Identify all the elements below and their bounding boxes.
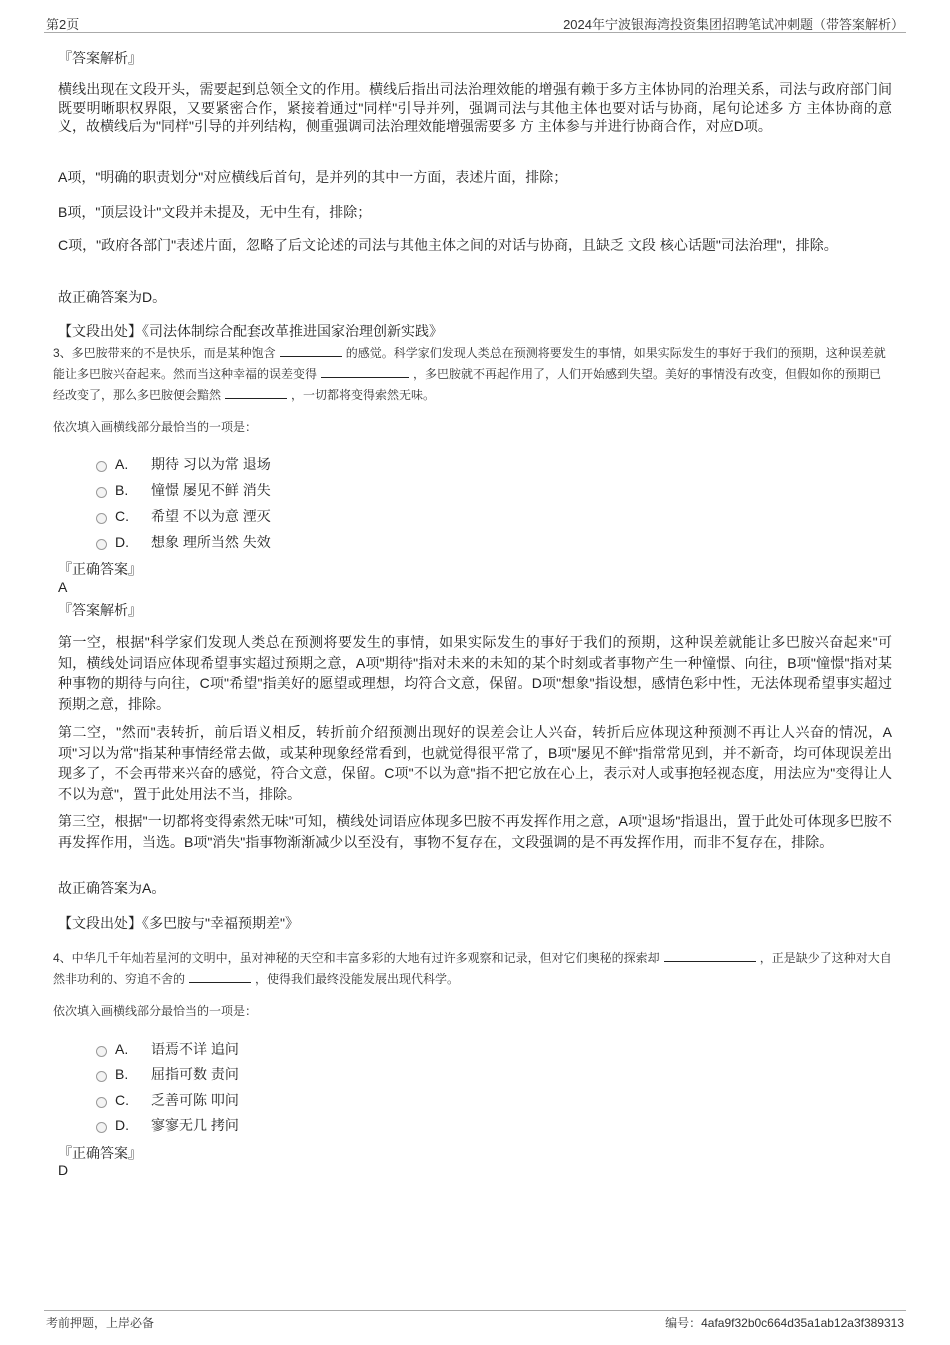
q4-option-d[interactable]	[96, 1115, 239, 1135]
option-letter: C.	[115, 1092, 129, 1108]
option-letter: A.	[115, 456, 129, 472]
page-number: 第2页	[46, 17, 80, 32]
stem-text: ，一切都将变得索然无味。	[291, 388, 436, 402]
header-divider	[44, 32, 906, 33]
q2-analysis-label: 『答案解析』	[58, 50, 142, 66]
q3-analysis-paragraph: 第一空，根据"科学家们发现人类总在预测将要发生的事情，如果实际发生的事好于我们的预期，这种误差就能让多巴胺兴奋起来"可知，横线处词语应体现希望事实超过预期之意，A项"期待"指对未来的未知的某个时刻或者事物产生一种憧憬、向往，B项"憧憬"指对某种事物的期待与向往，C项"希望"指美好的愿望或理想，均符合文意，保留。D项"想象"指设想，感情色彩中性，无法体现希望事实超过预期之意，排除。	[58, 634, 892, 712]
q3-stem	[53, 343, 893, 406]
q3-correct-answer: A	[58, 579, 68, 595]
radio-icon[interactable]	[96, 539, 107, 550]
q3-option-b[interactable]	[96, 480, 271, 500]
option-letter: D.	[115, 1117, 129, 1133]
q3-instruction: 依次填入画横线部分最恰当的一项是：	[53, 420, 258, 434]
q3-option-a[interactable]	[96, 454, 271, 474]
option-letter: B.	[115, 482, 129, 498]
option-text: 寥寥无几 拷问	[151, 1117, 239, 1133]
option-letter: C.	[115, 508, 129, 524]
radio-icon[interactable]	[96, 1046, 107, 1057]
q2-analysis-paragraph: 横线出现在文段开头，需要起到总领全文的作用。横线后指出司法治理效能的增强有赖于多方主体协同的治理关系，司法与政府部门间既要明晰职权界限，又要紧密合作，紧接着通过"同样"引导并列，强调司法与其他主体也要对话与协商，尾句论述多 方 主体协商的意义，故横线后为"同样"引导的并列结构，侧重强调司法治理效能增强需要多 方 主体参与并进行协商合作，对应D项。	[58, 81, 892, 135]
option-text: 憧憬 屡见不鲜 消失	[151, 482, 271, 498]
option-text: 想象 理所当然 失效	[151, 534, 271, 550]
blank	[189, 970, 251, 983]
code-label: 编号：	[665, 1316, 702, 1330]
stem-text: ，多巴胺就不再起作用了，人们开始感到失望。美好的事情没有改变，但假如你的预期已经改变了，那么多巴胺便会黯然	[53, 367, 882, 402]
q3-option-d[interactable]	[96, 532, 271, 552]
document-code	[665, 1314, 904, 1331]
q4-option-b[interactable]	[96, 1064, 239, 1084]
option-text: 语焉不详 追问	[151, 1041, 239, 1057]
q2-source: 【文段出处】《司法体制综合配套改革推进国家治理创新实践》	[58, 323, 443, 339]
code-value: 4afa9f32b0c664d35a1ab12a3f389313	[701, 1316, 904, 1330]
q2-analysis-paragraph: B项，"顶层设计"文段并未提及，无中生有，排除；	[58, 204, 372, 220]
q3-source: 【文段出处】《多巴胺与"幸福预期差"》	[58, 915, 299, 931]
radio-icon[interactable]	[96, 513, 107, 524]
option-letter: A.	[115, 1041, 129, 1057]
document-title: 2024年宁波银海湾投资集团招聘笔试冲刺题（带答案解析）	[563, 17, 904, 32]
blank	[225, 386, 287, 399]
footer-slogan: 考前押题，上岸必备	[46, 1316, 155, 1330]
q3-analysis-paragraph: 故正确答案为A。	[58, 880, 166, 896]
blank	[280, 344, 342, 357]
option-text: 期待 习以为常 退场	[151, 456, 271, 472]
q3-option-c[interactable]	[96, 506, 271, 526]
q2-analysis-paragraph: 故正确答案为D。	[58, 289, 167, 305]
option-letter: B.	[115, 1066, 129, 1082]
q3-analysis-paragraph: 第二空，"然而"表转折，前后语义相反，转折前介绍预测出现好的误差会让人兴奋，转折后应体现这种预测不再让人兴奋的情况，A项"习以为常"指某种事情经常去做，或某种现象经常看到，也就觉得很平常了，B项"屡见不鲜"指常常见到，并不新奇，均可体现误差出现多了，不会再带来兴奋的感觉，符合文意，保留。C项"不以为意"指不把它放在心上，表示对人或事抱轻视态度，用法应为"变得让人不以为意"，置于此处用法不当，排除。	[58, 724, 892, 802]
radio-icon[interactable]	[96, 1097, 107, 1108]
radio-icon[interactable]	[96, 1071, 107, 1082]
q4-option-a[interactable]	[96, 1039, 239, 1059]
stem-text: ，使得我们最终没能发展出现代科学。	[255, 972, 460, 986]
stem-text: 4、中华几千年灿若星河的文明中，虽对神秘的天空和丰富多彩的大地有过许多观察和记录，但对它们奥秘的探索却	[53, 951, 660, 965]
q3-correct-label: 『正确答案』	[58, 561, 142, 577]
blank	[321, 365, 409, 378]
option-text: 希望 不以为意 湮灭	[151, 508, 271, 524]
stem-text: 3、多巴胺带来的不是快乐，而是某种饱含	[53, 346, 276, 360]
q2-analysis-paragraph: C项，"政府各部门"表述片面，忽略了后文论述的司法与其他主体之间的对话与协商，且缺乏 文段 核心话题"司法治理"，排除。	[58, 237, 838, 253]
q3-analysis-label: 『答案解析』	[58, 602, 142, 618]
q3-analysis-paragraph: 第三空，根据"一切都将变得索然无味"可知，横线处词语应体现多巴胺不再发挥作用之意，A项"退场"指退出，置于此处可体现多巴胺不再发挥作用，当选。B项"消失"指事物渐渐减少以至没有，事物不复存在，文段强调的是不再发挥作用，而非不复存在，排除。	[58, 813, 892, 850]
q4-correct-answer: D	[58, 1162, 69, 1178]
option-letter: D.	[115, 534, 129, 550]
option-text: 屈指可数 责问	[151, 1066, 239, 1082]
q4-instruction: 依次填入画横线部分最恰当的一项是：	[53, 1004, 258, 1018]
stem-text: ，正是缺少了这种对大自然非功利的、穷追不舍的	[53, 951, 892, 986]
radio-icon[interactable]	[96, 487, 107, 498]
footer-divider	[44, 1310, 906, 1311]
q2-analysis-paragraph: A项，"明确的职责划分"对应横线后首句，是并列的其中一方面，表述片面，排除；	[58, 169, 568, 185]
q4-stem	[53, 948, 893, 990]
q4-correct-label: 『正确答案』	[58, 1145, 142, 1161]
q4-option-c[interactable]	[96, 1090, 239, 1110]
radio-icon[interactable]	[96, 1122, 107, 1133]
radio-icon[interactable]	[96, 461, 107, 472]
blank	[664, 949, 756, 962]
option-text: 乏善可陈 叩问	[151, 1092, 239, 1108]
stem-text: 的感觉。科学家们发现人类总在预测将要发生的事情，如果实际发生的事好于我们的预期，这种误差就能让多巴胺兴奋起来。然而当这种幸福的误差变得	[53, 346, 886, 381]
